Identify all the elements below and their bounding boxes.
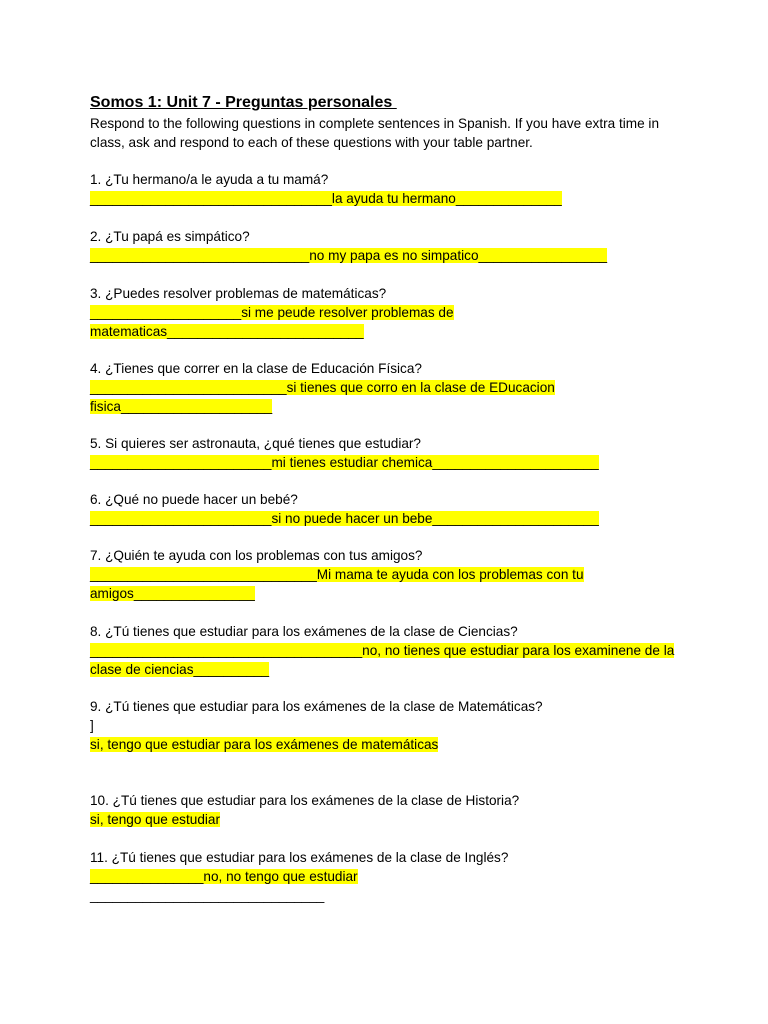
answer-line: _______________no, no tengo que estudiar: [90, 869, 358, 884]
answer-block: [90, 378, 690, 416]
question-text: 2. ¿Tu papá es simpático?: [90, 229, 250, 244]
question-text: 10. ¿Tú tienes que estudiar para los exámenes de la clase de Historia?: [90, 793, 520, 808]
question-2: [90, 227, 690, 265]
answer-block: [90, 303, 690, 341]
answer-line: amigos________________: [90, 586, 255, 601]
answer-block: [90, 246, 690, 265]
question-7: [90, 546, 690, 603]
question-11: [90, 848, 690, 905]
question-4: [90, 359, 690, 416]
question-9: [90, 697, 690, 754]
question-text: 3. ¿Puedes resolver problemas de matemáticas?: [90, 286, 387, 301]
answer-block: [90, 565, 690, 603]
answer-block: [90, 509, 690, 528]
question-text: 1. ¿Tu hermano/a le ayuda a tu mamá?: [90, 172, 329, 187]
answer-line: _______________________________: [90, 888, 325, 903]
answer-line: _____________________________no my papa es no simpatico_________________: [90, 248, 608, 263]
question-8: [90, 622, 690, 679]
question-text: 6. ¿Qué no puede hacer un bebé?: [90, 492, 298, 507]
answer-block: [90, 453, 690, 472]
question-text: 11. ¿Tú tienes que estudiar para los exámenes de la clase de Inglés?: [90, 850, 509, 865]
answer-block: [90, 189, 690, 208]
answer-block: [90, 735, 690, 754]
answer-line: ________________________________la ayuda tu hermano______________: [90, 191, 562, 206]
answer-line: ________________________si no puede hacer un bebe______________________: [90, 511, 599, 526]
answer-line: __________________________si tienes que corro en la clase de EDucacion: [90, 380, 555, 395]
stray-bracket: ]: [90, 718, 94, 733]
answer-line: ______________________________Mi mama te ayuda con los problemas con tu: [90, 567, 584, 582]
worksheet-title: Somos 1: Unit 7 - Preguntas personales: [90, 94, 397, 111]
answer-line: si, tengo que estudiar para los exámenes de matemáticas: [90, 737, 439, 752]
question-text: 7. ¿Quién te ayuda con los problemas con tus amigos?: [90, 548, 423, 563]
question-10: [90, 791, 690, 829]
answer-block: [90, 810, 690, 829]
worksheet-instructions: Respond to the following questions in complete sentences in Spanish. If you have extra time in class, ask and respond to each of these questions with your table partner.: [90, 116, 660, 150]
answer-line: fisica____________________: [90, 399, 273, 414]
question-5: [90, 434, 690, 472]
question-text: 5. Si quieres ser astronauta, ¿qué tienes que estudiar?: [90, 436, 421, 451]
answer-block: [90, 641, 690, 679]
answer-line: clase de ciencias__________: [90, 662, 270, 677]
question-text: 9. ¿Tú tienes que estudiar para los exámenes de la clase de Matemáticas?: [90, 699, 543, 714]
answer-block: [90, 867, 690, 905]
answer-line: matematicas__________________________: [90, 324, 364, 339]
question-3: [90, 284, 690, 341]
question-6: [90, 490, 690, 528]
question-1: [90, 170, 690, 208]
question-text: 8. ¿Tú tienes que estudiar para los exámenes de la clase de Ciencias?: [90, 624, 518, 639]
answer-line: ____________________si me peude resolver problemas de: [90, 305, 454, 320]
worksheet-page: [90, 93, 690, 903]
answer-line: si, tengo que estudiar: [90, 812, 220, 827]
question-text: 4. ¿Tienes que correr en la clase de Educación Física?: [90, 361, 422, 376]
answer-line: ________________________mi tienes estudiar chemica______________________: [90, 455, 599, 470]
answer-line: ____________________________________no, no tienes que estudiar para los examinene de la: [90, 643, 675, 658]
